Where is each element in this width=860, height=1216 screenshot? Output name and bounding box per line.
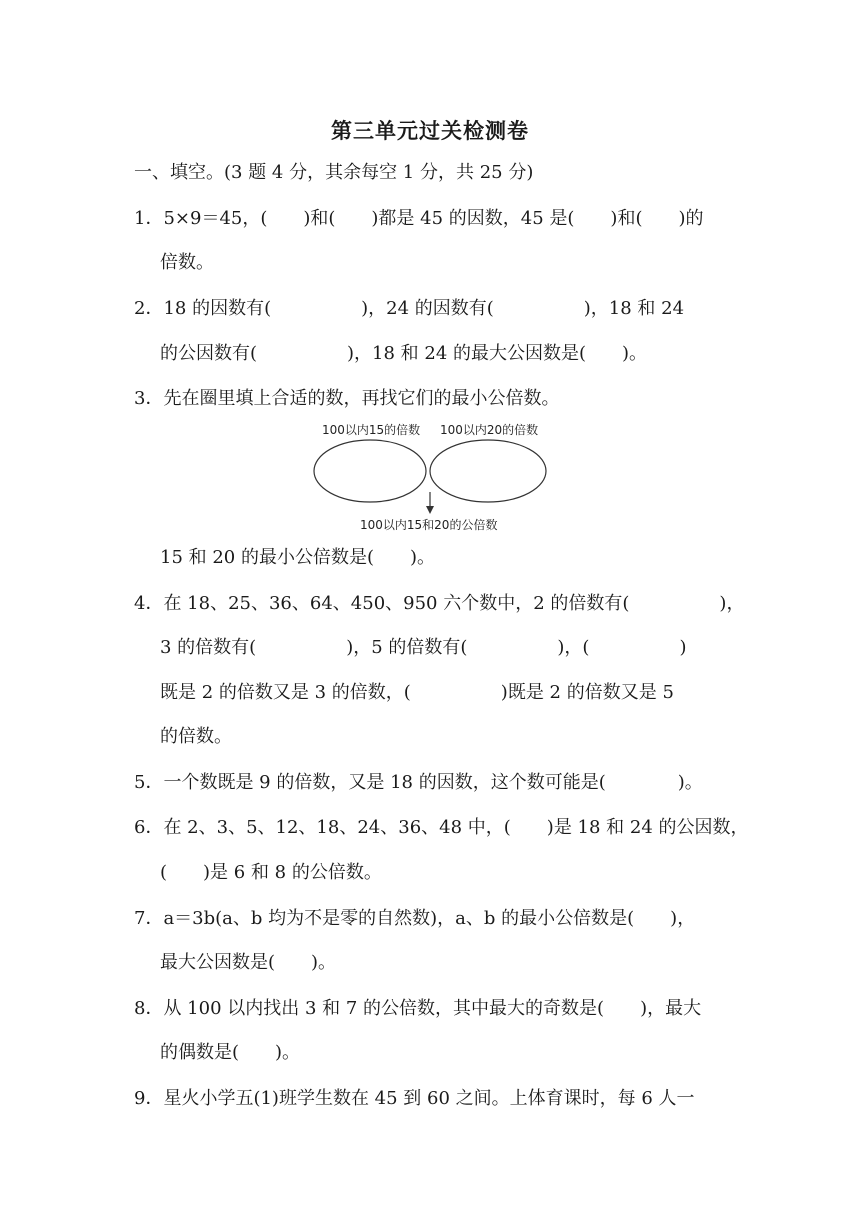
q2-line2: 的公因数有( )，18 和 24 的最大公因数是( )。 [160,343,648,364]
q1-line2: 倍数。 [160,252,214,273]
q6-line1: 6．在 2、3、5、12、18、24、36、48 中，( )是 18 和 24 的公因数， [134,817,749,838]
q4-line3: 既是 2 的倍数又是 3 的倍数，( )既是 2 的倍数又是 5 [160,682,674,703]
venn-left-circle [314,440,426,502]
q3-line2: 15 和 20 的最小公倍数是( )。 [160,547,436,568]
venn-left-label: 100以内15的倍数 [322,423,421,437]
venn-bottom-label: 100以内15和20的公倍数 [360,518,498,532]
q9-line1: 9．星火小学五(1)班学生数在 45 到 60 之间。上体育课时，每 6 人一 [134,1088,695,1109]
q5-line1: 5．一个数既是 9 的倍数，又是 18 的因数，这个数可能是( )。 [134,772,703,793]
q2-line1: 2．18 的因数有( )，24 的因数有( )，18 和 24 [134,298,685,319]
page-title: 第三单元过关检测卷 [331,119,529,143]
q7-line1: 7．a＝3b(a、b 均为不是零的自然数)，a、b 的最小公倍数是( )， [134,908,696,929]
q1-line1: 1．5×9＝45，( )和( )都是 45 的因数，45 是( )和( )的 [134,208,704,229]
q7-line2: 最大公因数是( )。 [160,952,337,973]
venn-arrow-head [426,506,434,514]
q3-line1: 3．先在圈里填上合适的数，再找它们的最小公倍数。 [134,388,560,409]
q6-line2: ( )是 6 和 8 的公倍数。 [160,862,382,883]
venn-right-circle [430,440,546,502]
q8-line1: 8．从 100 以内找出 3 和 7 的公倍数，其中最大的奇数是( )，最大 [134,998,702,1019]
q4-line4: 的倍数。 [160,726,232,747]
q8-line2: 的偶数是( )。 [160,1042,301,1063]
section-heading: 一、填空。(3 题 4 分，其余每空 1 分，共 25 分) [134,162,534,183]
q4-line1: 4．在 18、25、36、64、450、950 六个数中，2 的倍数有( )， [134,593,745,614]
venn-diagram [300,418,570,536]
q4-line2: 3 的倍数有( )，5 的倍数有( )，( ) [160,637,687,658]
venn-right-label: 100以内20的倍数 [440,423,539,437]
